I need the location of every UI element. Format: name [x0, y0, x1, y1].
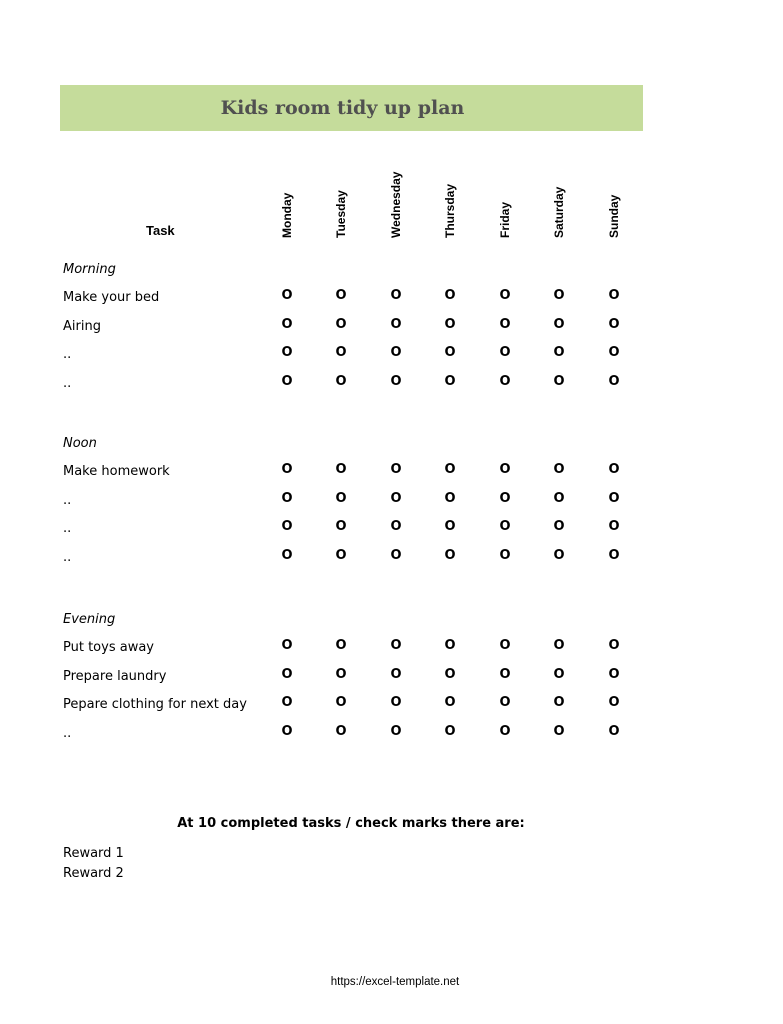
check-circle[interactable]: O: [553, 667, 565, 682]
check-circle[interactable]: O: [390, 519, 402, 534]
check-circle[interactable]: O: [444, 491, 456, 506]
task-label: ..: [63, 376, 72, 391]
check-circle[interactable]: O: [499, 667, 511, 682]
day-label: Friday: [498, 201, 512, 238]
check-circle[interactable]: O: [390, 345, 402, 360]
check-circle[interactable]: O: [390, 638, 402, 653]
task-label: Make your bed: [63, 290, 160, 305]
day-label: Saturday: [552, 186, 566, 238]
section-evening-label: Evening: [63, 612, 116, 627]
check-circle[interactable]: O: [281, 548, 293, 563]
task-label: Prepare laundry: [63, 669, 167, 684]
check-circle[interactable]: O: [335, 317, 347, 332]
check-circle[interactable]: O: [335, 345, 347, 360]
check-circle[interactable]: O: [499, 374, 511, 389]
check-circle[interactable]: O: [335, 462, 347, 477]
day-label: Wednesday: [389, 171, 403, 238]
task-label: Pepare clothing for next day: [63, 697, 247, 712]
check-circle[interactable]: O: [553, 695, 565, 710]
check-circle[interactable]: O: [444, 667, 456, 682]
check-circle[interactable]: O: [499, 317, 511, 332]
check-circle[interactable]: O: [281, 491, 293, 506]
task-label: ..: [63, 550, 72, 565]
check-circle[interactable]: O: [281, 462, 293, 477]
check-circle[interactable]: O: [553, 548, 565, 563]
task-label: ..: [63, 726, 72, 741]
task-label: Make homework: [63, 464, 170, 479]
check-circle[interactable]: O: [390, 548, 402, 563]
check-circle[interactable]: O: [444, 724, 456, 739]
check-circle[interactable]: O: [281, 288, 293, 303]
check-circle[interactable]: O: [499, 288, 511, 303]
check-circle[interactable]: O: [444, 317, 456, 332]
title-band: [60, 85, 643, 131]
reward-item: Reward 2: [63, 866, 124, 881]
check-circle[interactable]: O: [335, 638, 347, 653]
check-circle[interactable]: O: [608, 519, 620, 534]
reward-item: Reward 1: [63, 846, 124, 861]
check-circle[interactable]: O: [553, 317, 565, 332]
check-circle[interactable]: O: [553, 638, 565, 653]
check-circle[interactable]: O: [390, 695, 402, 710]
day-label: Tuesday: [334, 190, 348, 238]
check-circle[interactable]: O: [444, 638, 456, 653]
check-circle[interactable]: O: [390, 462, 402, 477]
check-circle[interactable]: O: [553, 724, 565, 739]
check-circle[interactable]: O: [608, 288, 620, 303]
check-circle[interactable]: O: [390, 667, 402, 682]
check-circle[interactable]: O: [335, 288, 347, 303]
section-morning-label: Morning: [63, 262, 116, 277]
footer-url: https://excel-template.net: [330, 976, 460, 988]
check-circle[interactable]: O: [553, 491, 565, 506]
reward-note: At 10 completed tasks / check marks there are:: [177, 816, 525, 831]
check-circle[interactable]: O: [281, 374, 293, 389]
check-circle[interactable]: O: [335, 519, 347, 534]
check-circle[interactable]: O: [608, 548, 620, 563]
day-label: Sunday: [607, 194, 621, 238]
check-circle[interactable]: O: [553, 462, 565, 477]
check-circle[interactable]: O: [335, 695, 347, 710]
check-circle[interactable]: O: [335, 491, 347, 506]
task-label: ..: [63, 347, 72, 362]
check-circle[interactable]: O: [608, 724, 620, 739]
check-circle[interactable]: O: [444, 345, 456, 360]
check-circle[interactable]: O: [499, 638, 511, 653]
check-circle[interactable]: O: [608, 345, 620, 360]
check-circle[interactable]: O: [444, 462, 456, 477]
page-title: Kids room tidy up plan: [220, 97, 465, 119]
check-circle[interactable]: O: [499, 462, 511, 477]
check-circle[interactable]: O: [281, 638, 293, 653]
check-circle[interactable]: O: [608, 462, 620, 477]
check-circle[interactable]: O: [608, 638, 620, 653]
check-circle[interactable]: O: [499, 519, 511, 534]
check-circle[interactable]: O: [444, 374, 456, 389]
check-circle[interactable]: O: [608, 667, 620, 682]
check-circle[interactable]: O: [281, 667, 293, 682]
check-circle[interactable]: O: [390, 288, 402, 303]
check-circle[interactable]: O: [499, 345, 511, 360]
check-circle[interactable]: O: [281, 345, 293, 360]
check-circle[interactable]: O: [390, 317, 402, 332]
check-circle[interactable]: O: [390, 491, 402, 506]
task-label: ..: [63, 493, 72, 508]
check-circle[interactable]: O: [444, 288, 456, 303]
task-label: Airing: [63, 319, 101, 334]
day-label: Thursday: [443, 183, 457, 238]
check-circle[interactable]: O: [335, 667, 347, 682]
check-circle[interactable]: O: [499, 695, 511, 710]
check-circle[interactable]: O: [553, 519, 565, 534]
task-label: Put toys away: [63, 640, 154, 655]
check-circle[interactable]: O: [444, 548, 456, 563]
check-circle[interactable]: O: [608, 491, 620, 506]
task-label: ..: [63, 521, 72, 536]
check-circle[interactable]: O: [390, 374, 402, 389]
check-circle[interactable]: O: [335, 374, 347, 389]
check-circle[interactable]: O: [281, 317, 293, 332]
check-circle[interactable]: O: [608, 374, 620, 389]
check-circle[interactable]: O: [390, 724, 402, 739]
check-circle[interactable]: O: [553, 345, 565, 360]
check-circle[interactable]: O: [499, 548, 511, 563]
check-circle[interactable]: O: [499, 491, 511, 506]
check-circle[interactable]: O: [444, 519, 456, 534]
check-circle[interactable]: O: [553, 374, 565, 389]
check-circle[interactable]: O: [444, 695, 456, 710]
task-column-header: Task: [146, 223, 175, 238]
section-noon-label: Noon: [63, 436, 97, 451]
check-circle[interactable]: O: [281, 695, 293, 710]
check-circle[interactable]: O: [608, 695, 620, 710]
day-label: Monday: [280, 192, 294, 238]
check-circle[interactable]: O: [553, 288, 565, 303]
check-circle[interactable]: O: [281, 519, 293, 534]
check-circle[interactable]: O: [335, 724, 347, 739]
check-circle[interactable]: O: [499, 724, 511, 739]
check-circle[interactable]: O: [335, 548, 347, 563]
check-circle[interactable]: O: [608, 317, 620, 332]
check-circle[interactable]: O: [281, 724, 293, 739]
